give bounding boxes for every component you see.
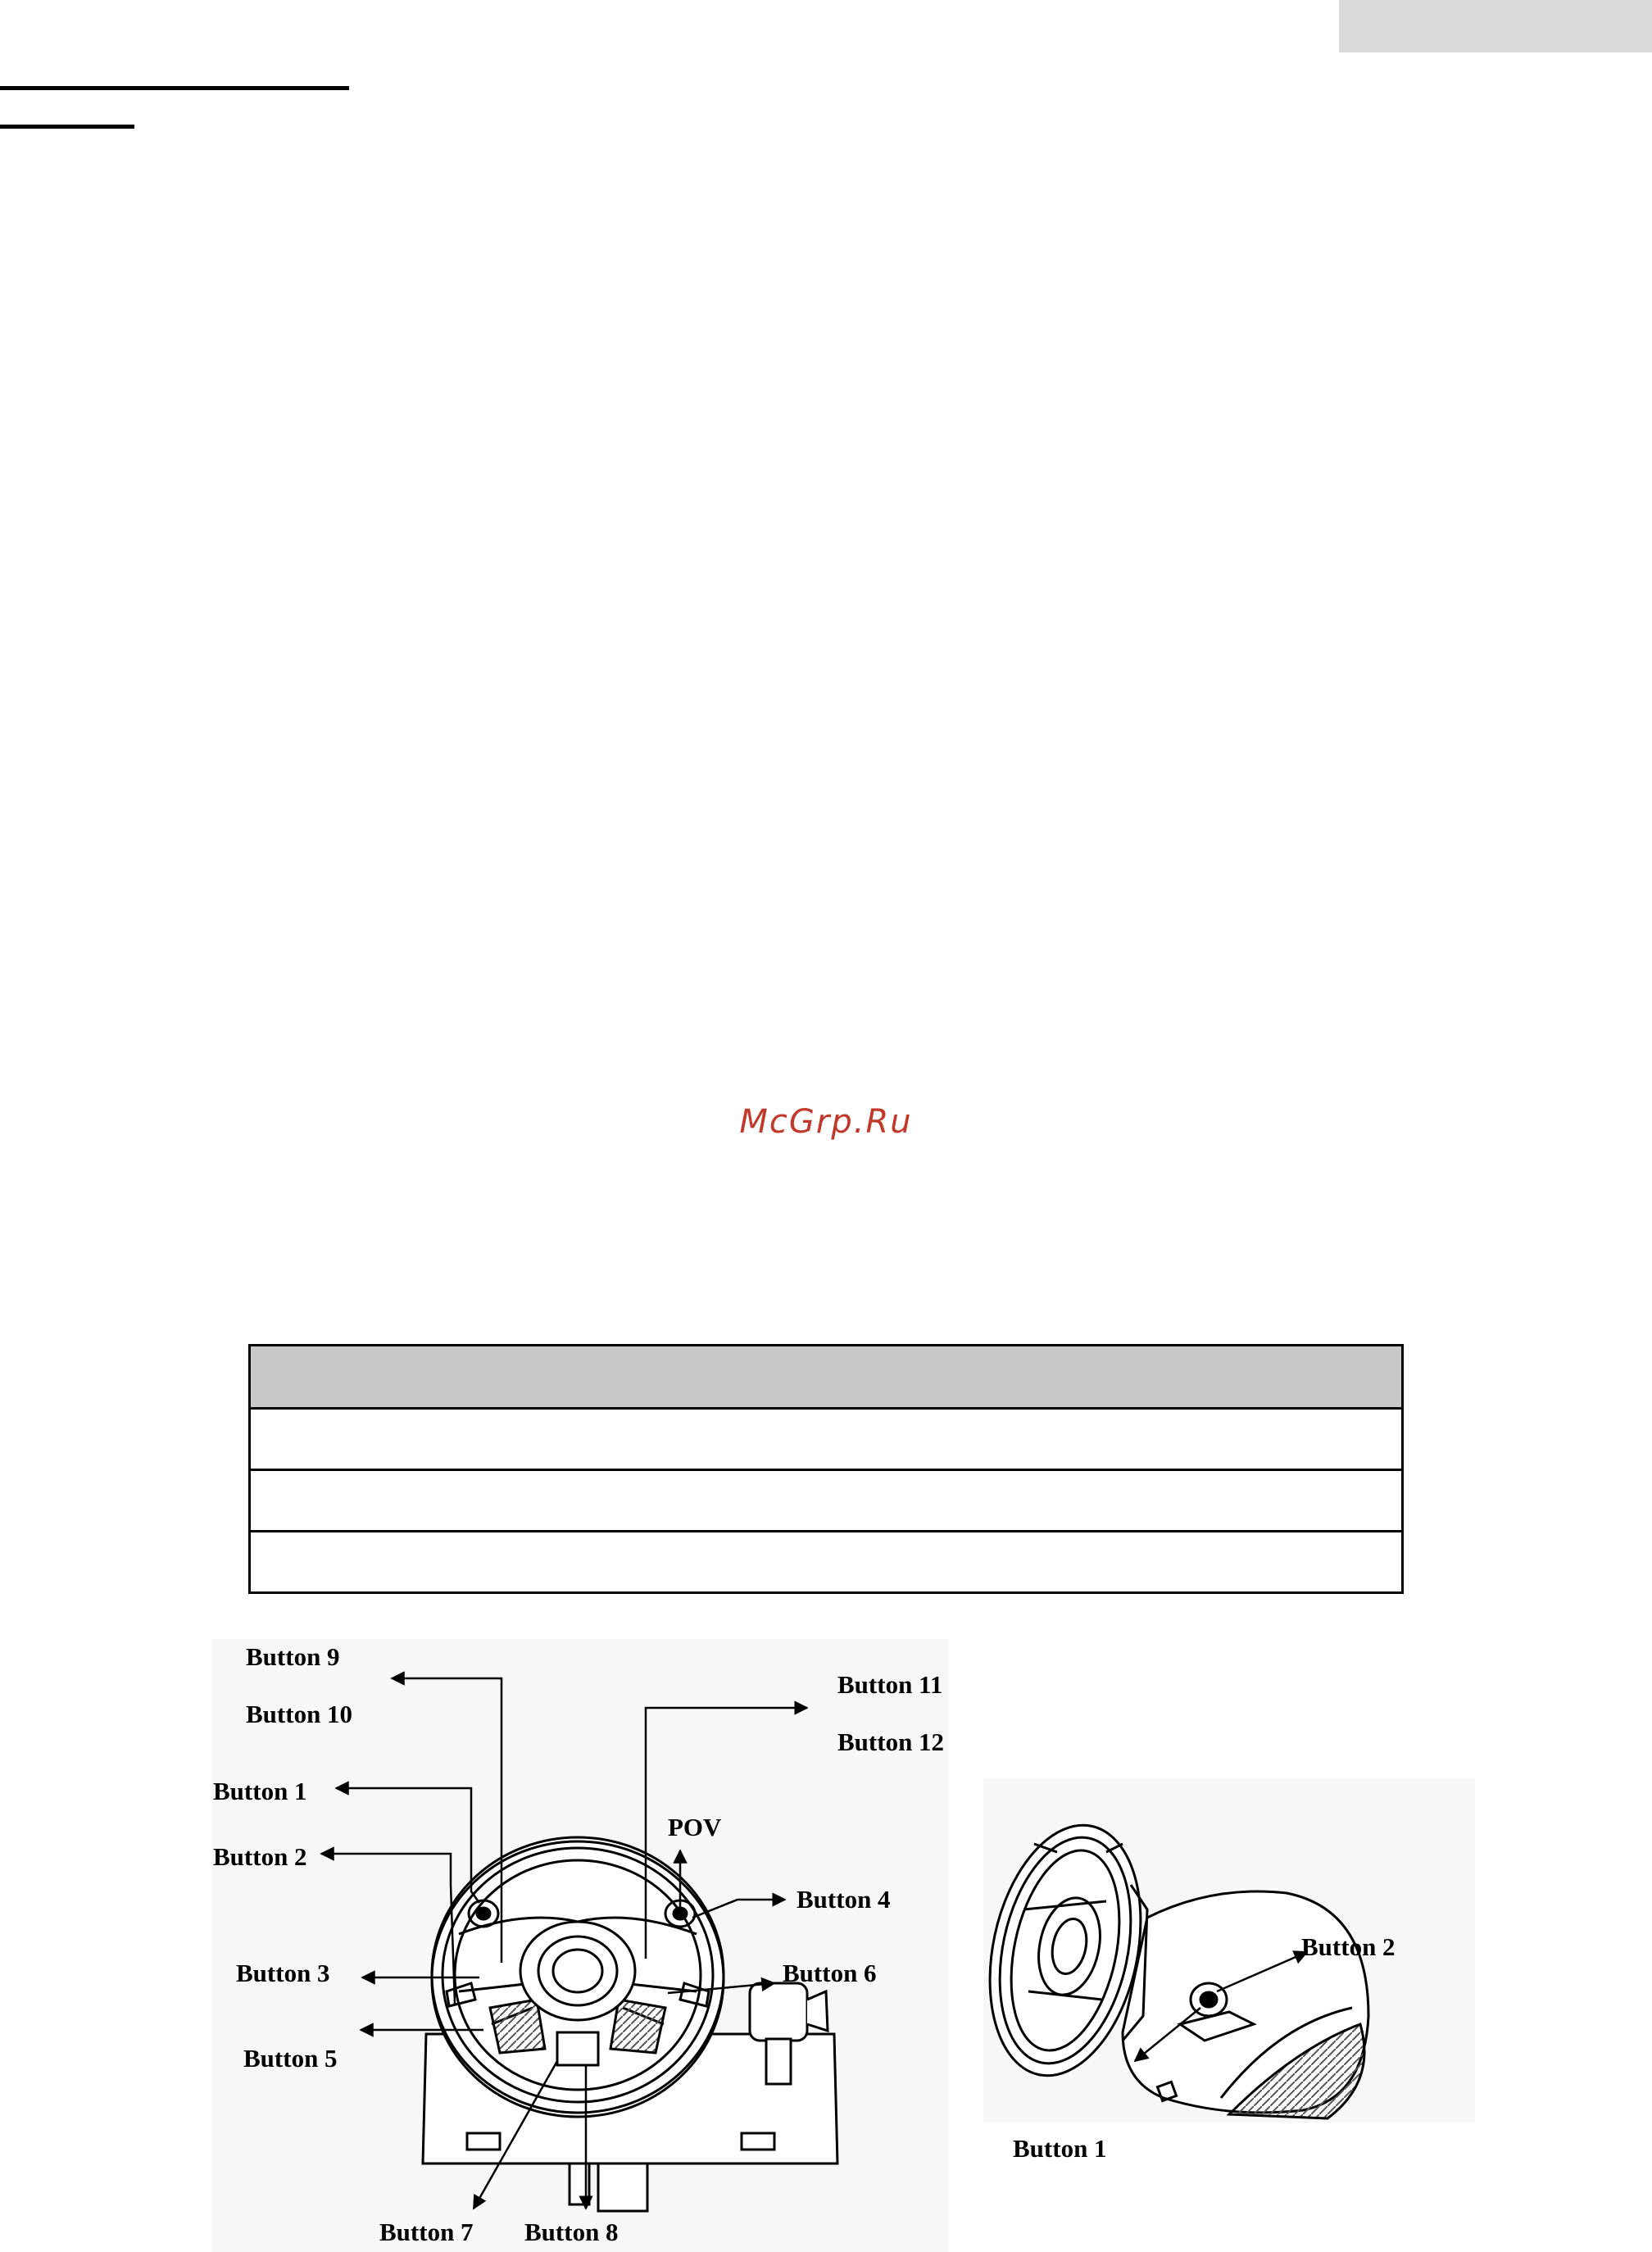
wheel-button-diagram <box>0 1639 1652 2252</box>
table-row <box>250 1532 1403 1593</box>
label-button-7: Button 7 <box>379 2218 474 2246</box>
label-button-12: Button 12 <box>837 1728 945 1756</box>
label-button-8: Button 8 <box>524 2218 619 2246</box>
table-row <box>250 1409 1403 1470</box>
label-pov: POV <box>668 1813 722 1841</box>
watermark: McGrp.Ru <box>739 1103 913 1141</box>
label-button-6: Button 6 <box>783 1959 877 1987</box>
header-shaded-box <box>1339 0 1652 52</box>
label-button-5: Button 5 <box>243 2044 338 2073</box>
label-side-button-2: Button 2 <box>1301 1932 1396 1961</box>
label-button-2: Button 2 <box>213 1842 307 1871</box>
heading-underline-long <box>0 86 349 90</box>
table-header-row <box>250 1346 1403 1409</box>
table-cell <box>250 1532 1403 1593</box>
label-button-1: Button 1 <box>213 1777 307 1805</box>
label-button-3: Button 3 <box>236 1959 330 1987</box>
label-button-9: Button 9 <box>246 1642 340 1671</box>
table-row <box>250 1470 1403 1532</box>
wheel-diagram-svg <box>0 1639 1652 2252</box>
label-button-11: Button 11 <box>837 1670 943 1699</box>
heading-underline-short <box>0 125 134 129</box>
label-side-button-1: Button 1 <box>1013 2134 1107 2163</box>
label-button-10: Button 10 <box>246 1700 353 1728</box>
label-button-4: Button 4 <box>796 1885 891 1914</box>
spec-table <box>248 1344 1404 1594</box>
table-header-cell <box>250 1346 1403 1409</box>
table-cell <box>250 1409 1403 1470</box>
table-cell <box>250 1470 1403 1532</box>
